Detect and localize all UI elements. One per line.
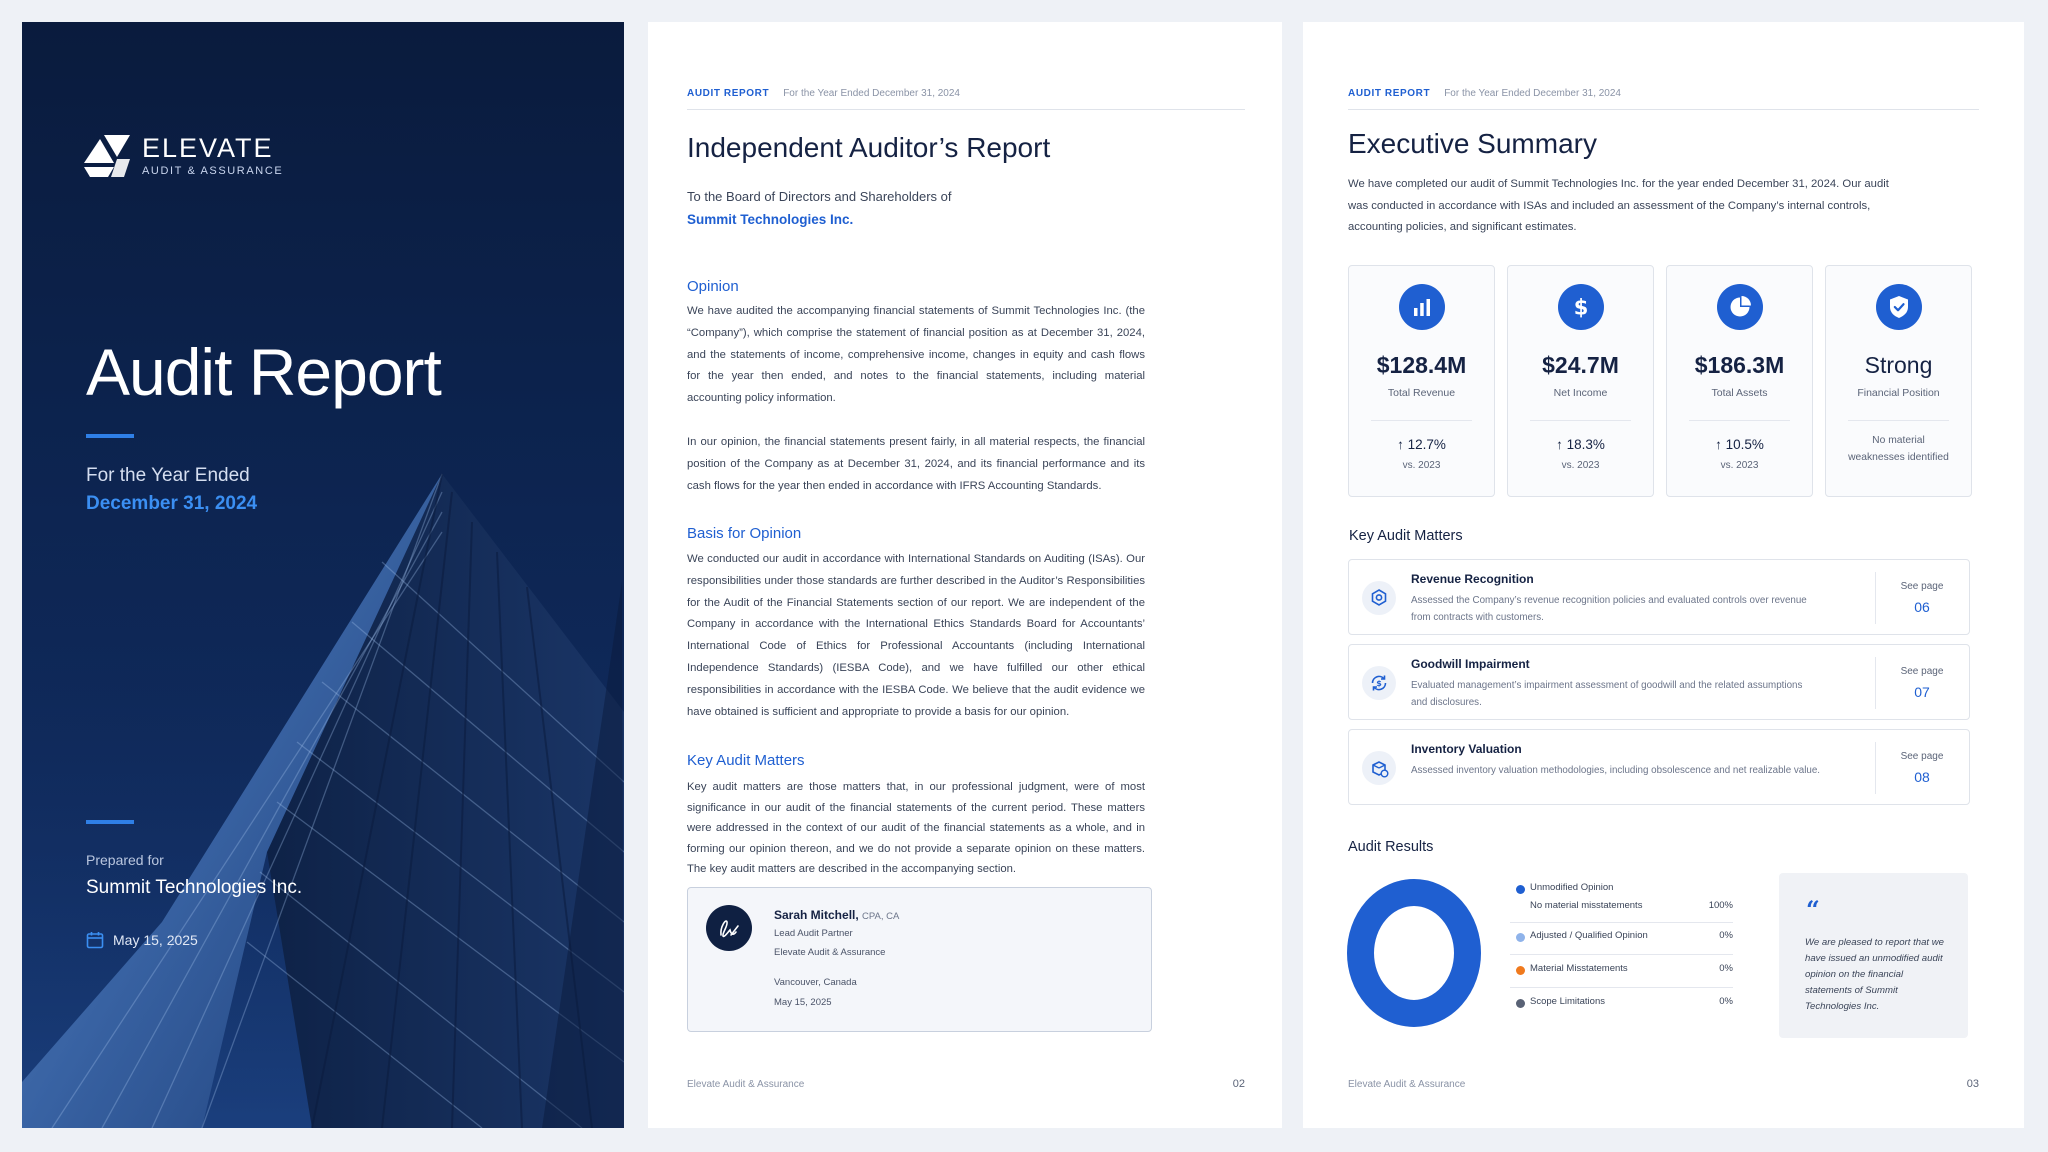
kpi-divider — [1848, 420, 1949, 421]
kam-paragraph: Key audit matters are those matters that, in our professional judgment, were of most significance in our audit of the financial statements of the current period. These matters were addressed in the context of our audit of the financial statements as a whole, and in forming our opinion thereon, and we do not provide a separate opinion on these matters. The key audit matters are described in the accompanying section. — [687, 781, 1145, 875]
signatory-credentials: CPA, CA — [862, 911, 900, 922]
cover-period-label: For the Year Ended — [86, 465, 250, 486]
page-footer: Elevate Audit & Assurance — [1348, 1079, 1466, 1090]
page-number: 02 — [1232, 1078, 1245, 1090]
legend-label: Unmodified Opinion — [1530, 882, 1614, 893]
kam-title: Revenue Recognition — [1411, 572, 1534, 586]
accent-divider — [86, 820, 134, 824]
kam-title: Inventory Valuation — [1411, 742, 1522, 756]
kpi-label: Total Assets — [1711, 387, 1768, 399]
accent-divider — [86, 434, 134, 438]
kam-item[interactable] — [1348, 644, 1970, 720]
legend-label: Scope Limitations — [1530, 996, 1605, 1007]
opinion-paragraph: In our opinion, the financial statements present fairly, in all material respects, the financial position of the Company as at December 31, 2024, and its financial performance and its cash flows for the year then ended in accordance with IFRS Accounting Standards. — [687, 436, 1145, 492]
refresh-dollar-icon — [1362, 666, 1396, 700]
legend-percent: 0% — [1719, 996, 1733, 1007]
cover-date-line — [86, 931, 198, 949]
addressee-client: Summit Technologies Inc. — [687, 212, 854, 227]
kpi-change — [1667, 437, 1812, 452]
kpi-divider — [1530, 420, 1631, 421]
audit-quote-text: We are pleased to report that we have issued an unmodified audit opinion on the financial statements of Summit Technologies Inc. — [1805, 937, 1945, 1012]
legend-dot — [1516, 933, 1525, 942]
page-footer: Elevate Audit & Assurance — [687, 1079, 805, 1090]
opinion-heading: Opinion — [687, 278, 739, 295]
kam-divider — [1875, 657, 1876, 709]
kpi-label: Net Income — [1553, 387, 1608, 399]
signatory-name — [774, 908, 899, 922]
header-subtitle: For the Year Ended December 31, 2024 — [783, 88, 960, 99]
calendar-icon — [86, 931, 104, 949]
kpi-card-net-income — [1507, 265, 1654, 497]
dollar-icon — [1558, 284, 1604, 330]
kpi-value: Strong — [1864, 352, 1933, 378]
legend-dot — [1516, 999, 1525, 1008]
audit-results-donut — [1347, 873, 1487, 1033]
header-divider — [1348, 109, 1979, 110]
cover-title: Audit Report — [86, 335, 441, 409]
executive-summary-page — [1303, 22, 2024, 1128]
summary-intro: We have completed our audit of Summit Technologies Inc. for the year ended December 31, 2024. Our audit was conducted in accordance with ISAs and included an assessment of the Company’s internal controls, accounting policies, and significant estimates. — [1348, 178, 1889, 233]
header-divider — [687, 109, 1245, 110]
kpi-divider — [1371, 420, 1472, 421]
bar-chart-icon — [1399, 284, 1445, 330]
kpi-change-value: 12.7% — [1407, 437, 1446, 452]
kam-see-page-label: See page — [1900, 581, 1944, 592]
audit-quote-box — [1779, 873, 1968, 1038]
addressee-line: To the Board of Directors and Shareholders of — [687, 189, 952, 204]
basis-paragraph: We conducted our audit in accordance with International Standards on Auditing (ISAs). Our responsibilities under those standards are further described in the Auditor’s Responsibilities for the Audit of the Financial Statements section of our report. We are independent of the Company in accordance with the International Ethics Standards Board for Accountants’ International Code of Ethics for Professional Accountants (including International Independence Standards) (IESBA Code), and we have fulfilled our other ethical responsibilities in accordance with the IESBA Code. We believe that the audit evidence we have obtained is sufficient and appropriate to provide a basis for our opinion. — [687, 553, 1145, 718]
kam-description: Assessed the Company’s revenue recognition policies and evaluated controls over revenue from contracts with customers. — [1411, 595, 1807, 623]
legend-percent: 0% — [1719, 963, 1733, 974]
kam-see-page-label: See page — [1900, 666, 1944, 677]
opinion-paragraph: We have audited the accompanying financial statements of Summit Technologies Inc. (the “Company”), which comprise the statement of financial position as at December 31, 2024, and the statements of income, comprehensive income, changes in equity and cash flows for the year then ended, and notes to the financial statements, including material accounting policy information. — [687, 305, 1145, 405]
legend-percent: 100% — [1708, 900, 1733, 911]
kpi-value: $186.3M — [1694, 352, 1785, 378]
legend-percent: 0% — [1719, 930, 1733, 941]
brand-logo — [84, 134, 283, 177]
kpi-card-assets — [1666, 265, 1813, 497]
kpi-comparison: vs. 2023 — [1402, 460, 1441, 471]
page-header — [1348, 88, 1621, 99]
kam-page-link[interactable]: 08 — [1914, 769, 1930, 785]
kpi-comparison: vs. 2023 — [1561, 460, 1600, 471]
legend-label: Adjusted / Qualified Opinion — [1530, 930, 1648, 941]
cover-period-date: December 31, 2024 — [86, 493, 258, 514]
signatory-date: May 15, 2025 — [774, 997, 832, 1008]
header-tag: AUDIT REPORT — [1348, 88, 1431, 99]
quote-mark-icon: “ — [1806, 895, 1820, 924]
target-gear-icon — [1362, 581, 1396, 615]
signature-icon — [706, 905, 752, 951]
legend-dot — [1516, 966, 1525, 975]
legend-label: Material Misstatements — [1530, 963, 1628, 974]
kam-item[interactable] — [1348, 729, 1970, 805]
brand-name: ELEVATE — [142, 133, 274, 163]
kam-page-link[interactable]: 07 — [1914, 684, 1930, 700]
kpi-note: No material weaknesses identified — [1848, 435, 1949, 463]
arrow-up-icon: ↑ — [1397, 437, 1404, 452]
basis-heading: Basis for Opinion — [687, 525, 802, 542]
arrow-up-icon: ↑ — [1715, 437, 1722, 452]
brand-subtitle: AUDIT & ASSURANCE — [142, 165, 284, 177]
signatory-role: Lead Audit Partner — [774, 928, 853, 939]
cover-date: May 15, 2025 — [113, 932, 198, 948]
kpi-value: $128.4M — [1376, 352, 1467, 378]
kam-page-link[interactable]: 06 — [1914, 599, 1930, 615]
page-title: Independent Auditor’s Report — [687, 132, 1051, 163]
audit-results-heading: Audit Results — [1348, 839, 1434, 855]
building-image — [22, 22, 624, 1128]
legend-item-misstatements — [1510, 958, 1733, 988]
kpi-comparison: vs. 2023 — [1720, 460, 1759, 471]
legend-sublabel: No material misstatements — [1530, 900, 1643, 911]
kpi-label: Total Revenue — [1387, 387, 1456, 399]
kam-see-page-label: See page — [1900, 751, 1944, 762]
page-header — [687, 88, 960, 99]
kpi-change-value: 10.5% — [1725, 437, 1764, 452]
header-subtitle: For the Year Ended December 31, 2024 — [1444, 88, 1621, 99]
signatory-firm: Elevate Audit & Assurance — [774, 947, 886, 958]
kam-description: Assessed inventory valuation methodologies, including obsolescence and net realizable value. — [1411, 765, 1821, 776]
kam-description: Evaluated management’s impairment assessment of goodwill and the related assumptions and disclosures. — [1411, 680, 1803, 708]
legend-item-scope — [1510, 991, 1733, 1021]
client-name: Summit Technologies Inc. — [86, 877, 303, 898]
kpi-value: $24.7M — [1542, 352, 1619, 378]
prepared-for-label: Prepared for — [86, 852, 164, 868]
kam-divider — [1875, 742, 1876, 794]
kpi-card-revenue — [1348, 265, 1495, 497]
kpi-label: Financial Position — [1857, 387, 1940, 399]
signatory-city: Vancouver, Canada — [774, 977, 857, 988]
kam-item[interactable] — [1348, 559, 1970, 635]
shield-check-icon — [1876, 284, 1922, 330]
signature-block — [687, 887, 1152, 1032]
arrow-up-icon: ↑ — [1556, 437, 1563, 452]
box-check-icon — [1362, 751, 1396, 785]
cover-page — [22, 22, 624, 1128]
kam-title: Goodwill Impairment — [1411, 657, 1530, 671]
legend-item-adjusted — [1510, 925, 1733, 955]
kpi-change-value: 18.3% — [1566, 437, 1605, 452]
elevate-logo-icon — [84, 135, 130, 177]
kpi-divider — [1689, 420, 1790, 421]
kpi-change — [1349, 437, 1494, 452]
legend-item-unmodified — [1510, 879, 1733, 923]
signatory-name-text: Sarah Mitchell, — [774, 908, 859, 922]
pie-chart-icon — [1717, 284, 1763, 330]
kam-heading: Key Audit Matters — [687, 752, 805, 769]
kpi-change — [1508, 437, 1653, 452]
kpi-card-position — [1825, 265, 1972, 497]
header-tag: AUDIT REPORT — [687, 88, 770, 99]
kam-heading: Key Audit Matters — [1349, 528, 1463, 544]
donut-slice-unmodified — [1361, 893, 1468, 1014]
svg-text:$: $ — [1376, 679, 1382, 688]
legend-dot — [1516, 885, 1525, 894]
page-title: Executive Summary — [1348, 128, 1597, 159]
svg-text:$: $ — [1573, 295, 1588, 320]
kam-divider — [1875, 572, 1876, 624]
page-number: 03 — [1966, 1078, 1979, 1090]
auditor-report-page — [648, 22, 1282, 1128]
